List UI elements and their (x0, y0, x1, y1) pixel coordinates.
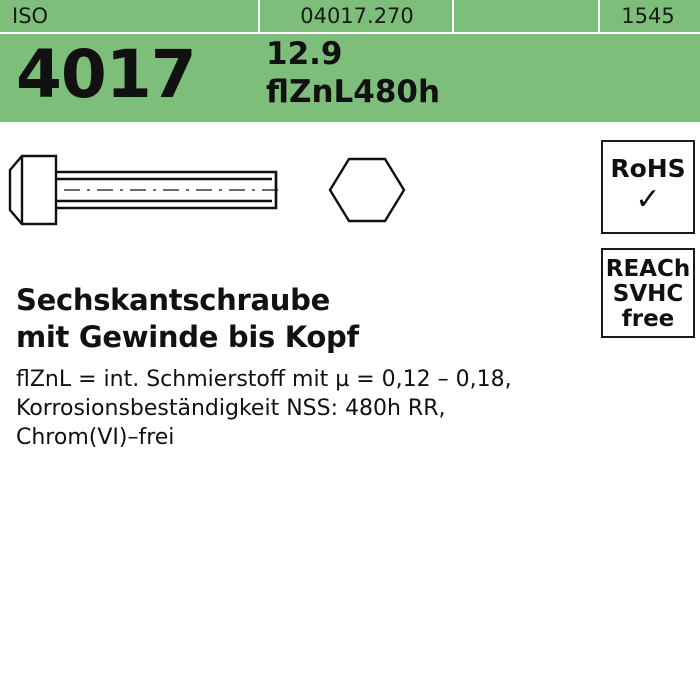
note-line: Korrosionsbeständigkeit NSS: 480h RR, (16, 396, 446, 421)
description-line-2: mit Gewinde bis Kopf (16, 320, 359, 354)
reach-label: REACh (605, 256, 691, 282)
header-band (0, 0, 700, 122)
reference-number: 1545 (621, 4, 675, 28)
header-divider-3 (598, 0, 600, 32)
coating-spec: flZnL480h (266, 74, 441, 110)
header-main-row (0, 34, 700, 120)
standard-label: ISO (12, 4, 49, 28)
header-divider-1 (258, 0, 260, 32)
technical-drawing (0, 130, 600, 260)
rohs-label: RoHS (610, 154, 686, 183)
check-icon: ✓ (635, 182, 661, 217)
hex-head-top-view (330, 159, 404, 221)
note-line: flZnL = int. Schmierstoff mit µ = 0,12 – 0,18, (16, 367, 512, 392)
free-label: free (621, 306, 675, 332)
standard-number: 4017 (16, 36, 196, 113)
hex-bolt-head-side (10, 156, 56, 224)
product-description (16, 283, 616, 356)
rohs-badge (601, 140, 695, 234)
strength-grade: 12.9 (266, 36, 343, 72)
bolt-drawing-svg (0, 130, 600, 260)
hex-bolt-threaded-shank (56, 172, 284, 208)
description-line-1: Sechskantschraube (16, 283, 330, 317)
svhc-label: SVHC (612, 281, 684, 307)
header-top-row (0, 0, 700, 34)
header-divider-2 (452, 0, 454, 32)
technical-notes (16, 365, 656, 452)
note-line: Chrom(VI)–frei (16, 425, 175, 450)
article-number: 04017.270 (300, 4, 414, 28)
